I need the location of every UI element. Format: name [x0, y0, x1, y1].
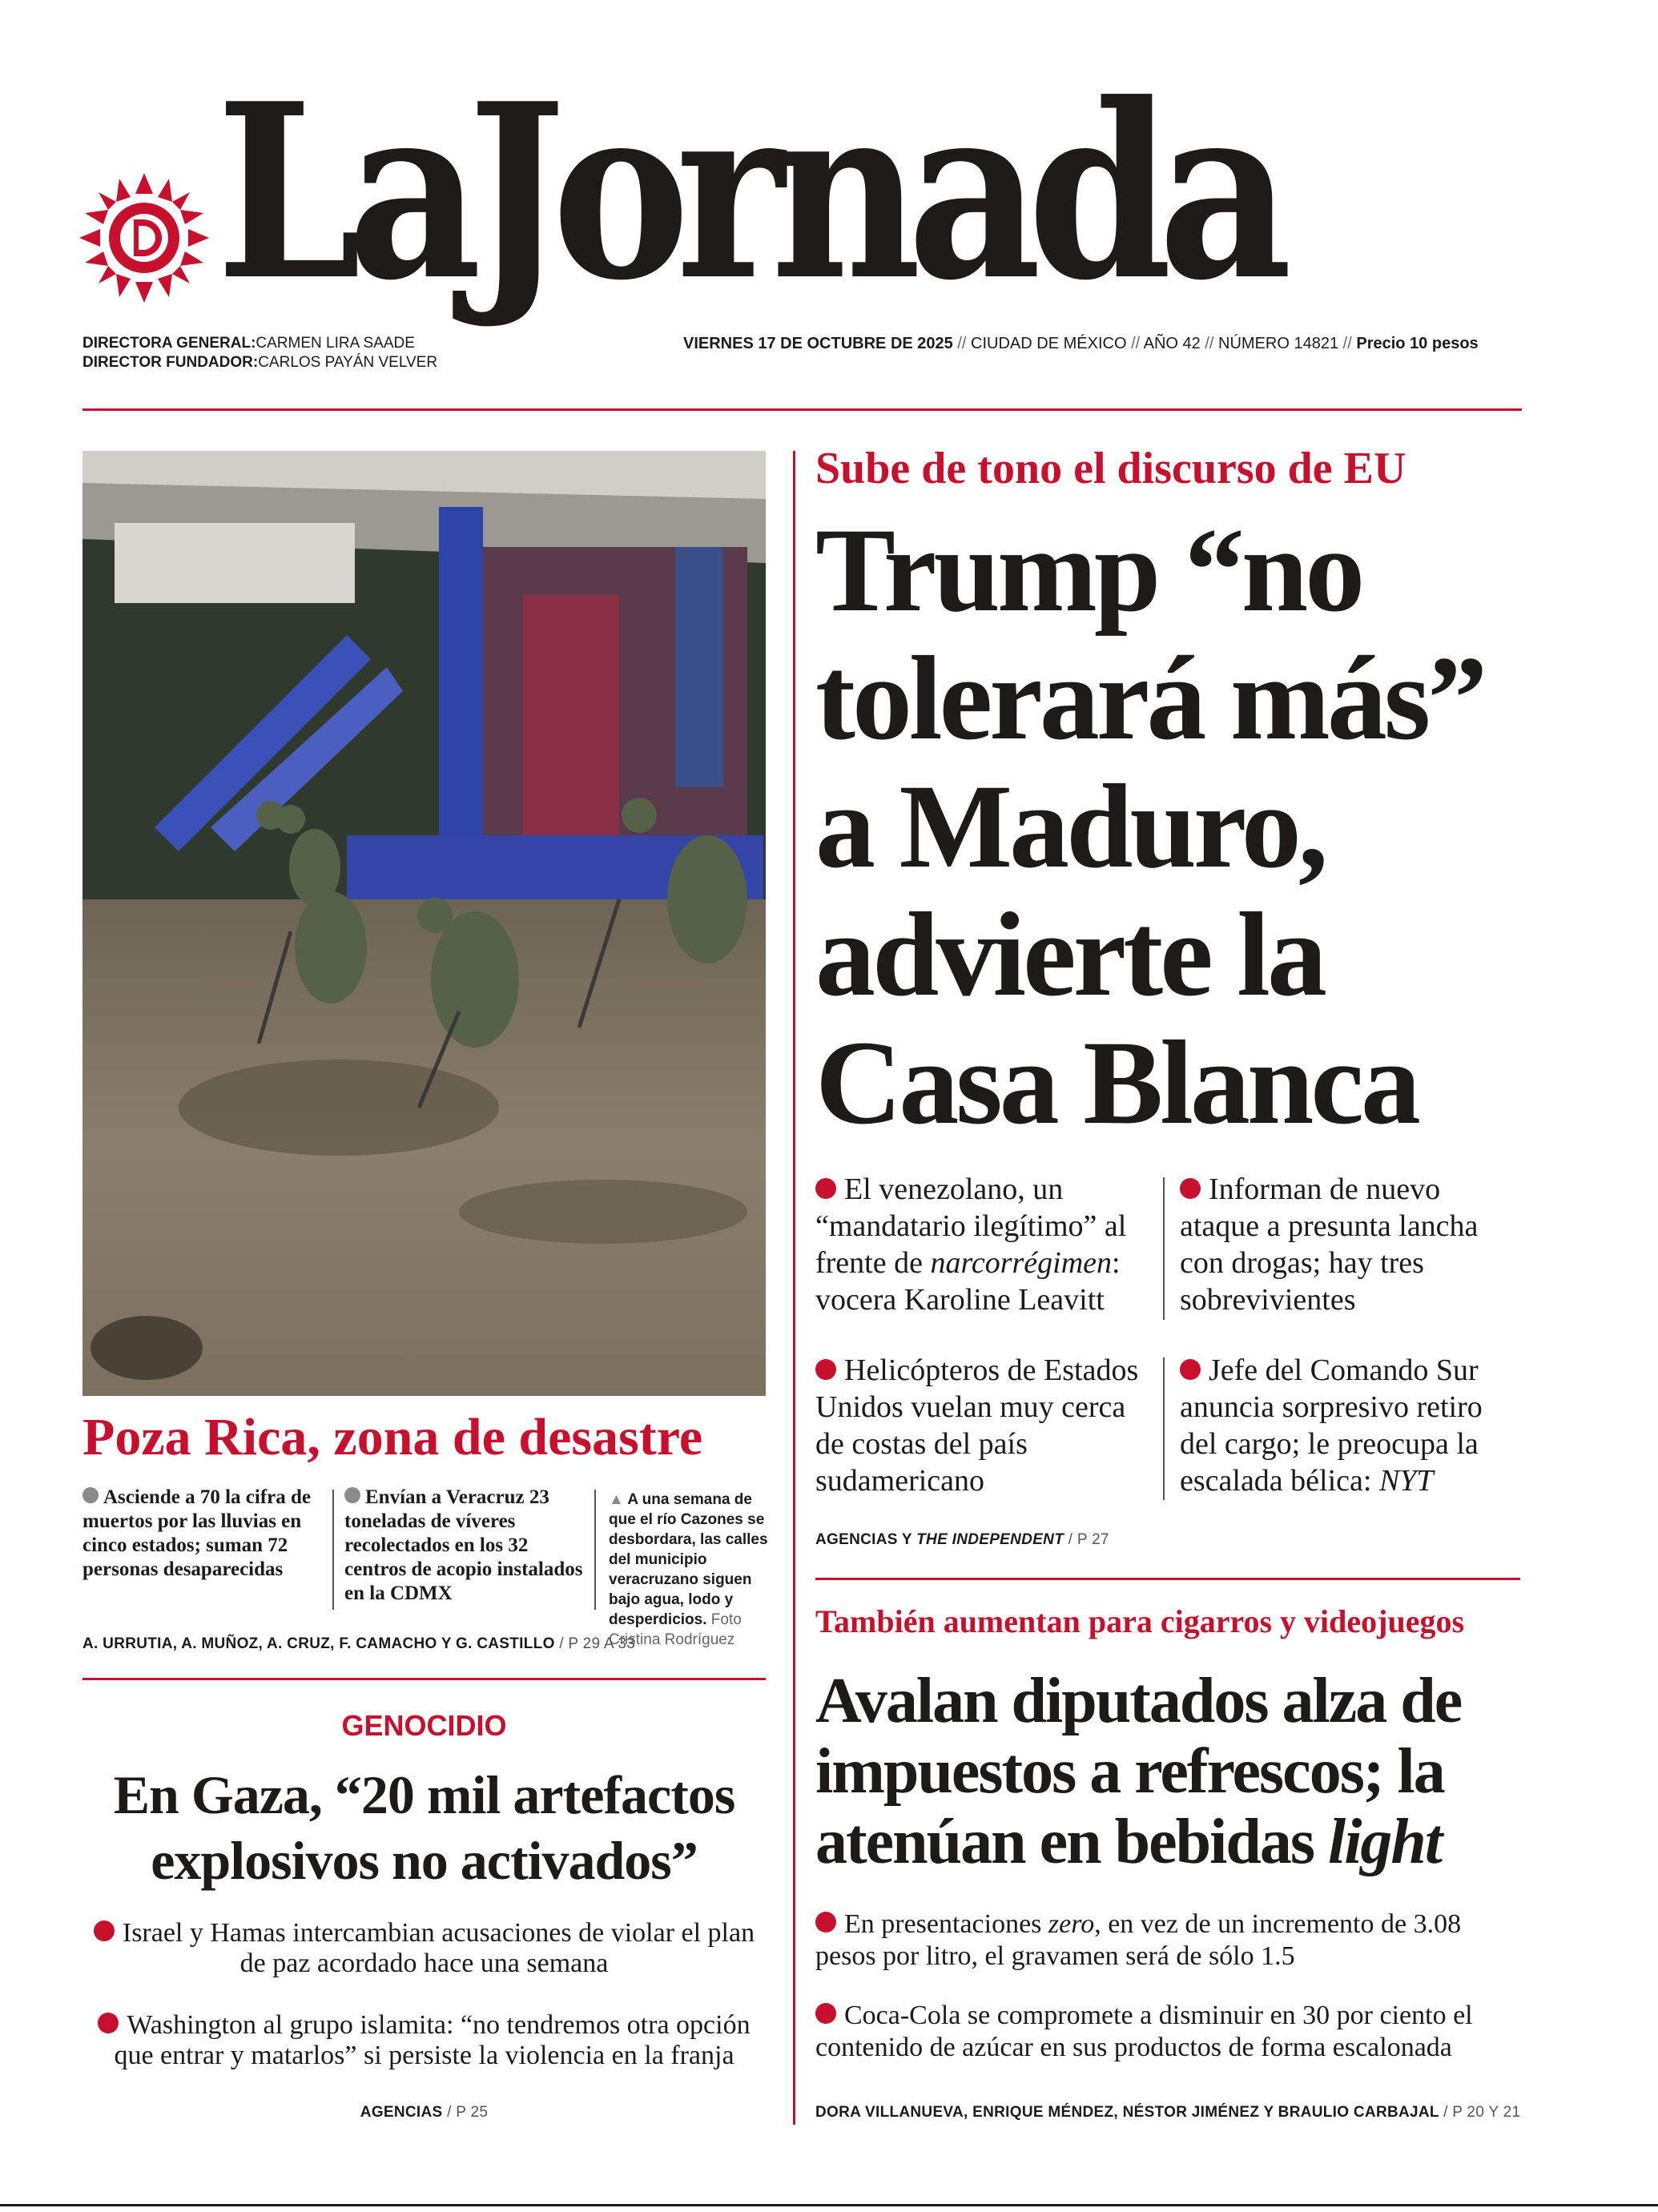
masthead: [0, 0, 1658, 416]
director-fundador-label: DIRECTOR FUNDADOR:: [82, 354, 259, 371]
tax-headline: Avalan diputados alza de impuestos a refrescos; la atenúan en bebidas light: [815, 1666, 1462, 1877]
photo-divider-1: [332, 1490, 334, 1610]
masthead-divider: [82, 408, 1522, 411]
staff-box: [82, 334, 437, 372]
main-kicker: Sube de tono el discurso de EU: [815, 444, 1406, 493]
gaza-kicker: GENOCIDIO: [341, 1709, 507, 1742]
bullet-icon: [1180, 1359, 1201, 1380]
sun-logo-icon: [76, 170, 212, 306]
main-bullet-divider-1: [1163, 1177, 1165, 1320]
main-bullet-divider-2: [1163, 1357, 1165, 1500]
photo-divider-2: [594, 1490, 596, 1610]
bullet-icon: [815, 1359, 836, 1380]
issue-date: VIERNES 17 DE OCTUBRE DE 2025: [683, 335, 953, 352]
bullet-icon: [98, 2013, 119, 2033]
right-divider: [815, 1578, 1520, 1580]
gaza-bullet-2: Washington al grupo islamita: “no tendremos otra opción que entrar y matarlos” si persiste la violencia en la franja: [82, 2010, 766, 2071]
tax-credit: DORA VILLANUEVA, ENRIQUE MÉNDEZ, NÉSTOR JIMÉNEZ Y BRAULIO CARBAJAL / P 20 Y 21: [815, 2104, 1521, 2121]
photo-story-headline: Poza Rica, zona de desastre: [82, 1408, 703, 1466]
dateline: VIERNES 17 DE OCTUBRE DE 2025 // CIUDAD DE MÉXICO // AÑO 42 // NÚMERO 14821 // Precio 10 pesos: [683, 335, 1479, 352]
bullet-icon: [82, 1487, 99, 1503]
main-bullet-1: El venezolano, un “mandatario ilegítimo” al frente de narcorrégimen: vocera Karoline Leavitt: [815, 1172, 1127, 1317]
triangle-up-icon: ▲: [609, 1491, 624, 1508]
bullet-icon: [815, 2003, 836, 2024]
gaza-bullet-1: Israel y Hamas intercambian acusaciones de violar el plan de paz acordado hace una semana: [82, 1918, 766, 1979]
photo-story-item-2: Envían a Veracruz 23 toneladas de víveres recolectados en los 32 centros de acopio instalados en la CDMX: [344, 1486, 583, 1604]
photo-story-credit: A. URRUTIA, A. MUÑOZ, A. CRUZ, F. CAMACHO Y G. CASTILLO / P 29 A 33: [82, 1635, 636, 1652]
director-general-label: DIRECTORA GENERAL:: [82, 335, 256, 352]
bullet-icon: [94, 1920, 115, 1941]
main-bullet-4: Jefe del Comando Sur anuncia sorpresivo retiro del cargo; le preocupa la escalada bélica: NYT: [1180, 1353, 1483, 1498]
issue-number: NÚMERO 14821: [1218, 335, 1339, 352]
photo-credit: Foto Cristina Rodríguez: [609, 1611, 742, 1648]
main-bullet-2: Informan de nuevo ataque a presunta lancha con drogas; hay tres sobrevivientes: [1180, 1172, 1479, 1317]
gaza-headline: En Gaza, “20 mil artefactos explosivos no activados”: [113, 1764, 735, 1891]
issue-city: CIUDAD DE MÉXICO: [971, 335, 1127, 352]
bullet-icon: [815, 1178, 836, 1199]
issue-year: AÑO 42: [1143, 335, 1201, 352]
main-credit: AGENCIAS Y THE INDEPENDENT / P 27: [815, 1531, 1109, 1548]
masthead-title: LaJornada: [216, 50, 1279, 333]
tax-bullet-1: En presentaciones zero, en vez de un incremento de 3.08 pesos por litro, el gravamen será de sólo 1.5: [815, 1909, 1462, 1971]
main-headline: Trump “no tolerará más” a Maduro, advierte la Casa Blanca: [815, 504, 1485, 1149]
director-general: CARMEN LIRA SAADE: [256, 335, 415, 352]
left-divider: [82, 1678, 766, 1680]
issue-price: Precio 10 pesos: [1356, 335, 1479, 352]
main-bullet-3: Helicópteros de Estados Unidos vuelan muy cerca de costas del país sudamericano: [815, 1353, 1139, 1498]
bullet-icon: [815, 1912, 836, 1932]
flood-photo: [82, 451, 766, 1396]
column-divider: [793, 451, 795, 2125]
gaza-credit: AGENCIAS / P 25: [360, 2104, 489, 2121]
page-bottom-rule: [0, 2204, 1658, 2206]
tax-bullet-2: Coca-Cola se compromete a disminuir en 30 por ciento el contenido de azúcar en sus productos de forma escalonada: [815, 2001, 1473, 2062]
photo-story-item-1: Asciende a 70 la cifra de muertos por las lluvias en cinco estados; suman 72 personas desaparecidas: [82, 1486, 311, 1580]
director-fundador: CARLOS PAYÁN VELVER: [258, 354, 438, 371]
bullet-icon: [344, 1487, 360, 1503]
tax-kicker: También aumentan para cigarros y videojuegos: [815, 1603, 1465, 1639]
bullet-icon: [1180, 1178, 1201, 1199]
photo-caption: ▲ A una semana de que el río Cazones se desbordara, las calles del municipio veracruzano siguen bajo agua, lodo y desperdicios. Foto Cristina Rodríguez: [609, 1491, 768, 1648]
